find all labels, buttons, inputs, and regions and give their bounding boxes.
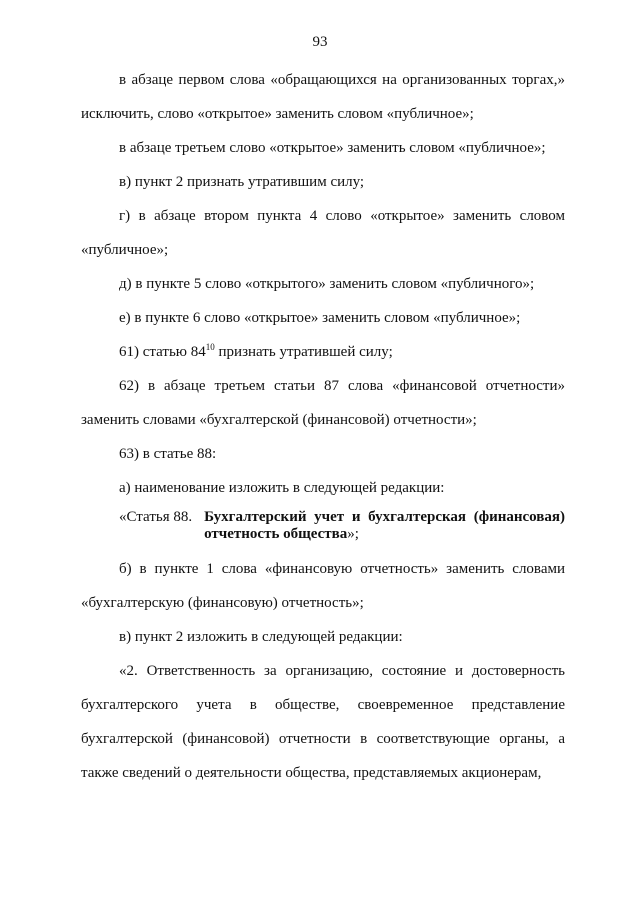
paragraph: в абзаце первом слова «обращающихся на организованных торгах,» исключить, слово «открытое» заменить словом «публичное»; (81, 72, 565, 122)
paragraph-text: признать утратившей силу; (214, 344, 393, 360)
paragraph (81, 335, 565, 369)
article-closing: »; (347, 526, 359, 542)
paragraph: 63) в статье 88: (119, 446, 217, 462)
paragraph-text: 61) статью 84 (119, 344, 206, 360)
paragraph: «2. Ответственность за организацию, состояние и достоверность бухгалтерского учета в обществе, своевременное представление бухгалтерской (финансовой) отчетности в соответствующие органы, а также сведений о деятельности общества, представляемых акционерам, (81, 663, 565, 781)
paragraph: д) в пункте 5 слово «открытого» заменить словом «публичного»; (119, 276, 535, 292)
page-number: 93 (312, 34, 328, 50)
article-title-wrap (204, 509, 565, 543)
paragraph: а) наименование изложить в следующей редакции: (119, 480, 445, 496)
paragraph: е) в пункте 6 слово «открытое» заменить словом «публичное»; (119, 310, 521, 326)
paragraph: в) пункт 2 признать утратившим силу; (119, 174, 365, 190)
paragraph: г) в абзаце втором пункта 4 слово «открытое» заменить словом «публичное»; (81, 208, 565, 258)
article-label: «Статья 88. (119, 509, 193, 525)
article-title: Бухгалтерский учет и бухгалтерская (финансовая) отчетность общества (204, 509, 565, 542)
document-body (81, 63, 565, 790)
paragraph: в абзаце третьем слово «открытое» заменить словом «публичное»; (119, 140, 546, 156)
paragraph: в) пункт 2 изложить в следующей редакции: (119, 629, 403, 645)
article-heading (81, 505, 565, 552)
paragraph: 62) в абзаце третьем статьи 87 слова «финансовой отчетности» заменить словами «бухгалтерской (финансовой) отчетности»; (81, 378, 565, 428)
paragraph: б) в пункте 1 слова «финансовую отчетность» заменить словами «бухгалтерскую (финансовую) отчетность»; (81, 561, 565, 611)
superscript: 10 (205, 342, 215, 352)
